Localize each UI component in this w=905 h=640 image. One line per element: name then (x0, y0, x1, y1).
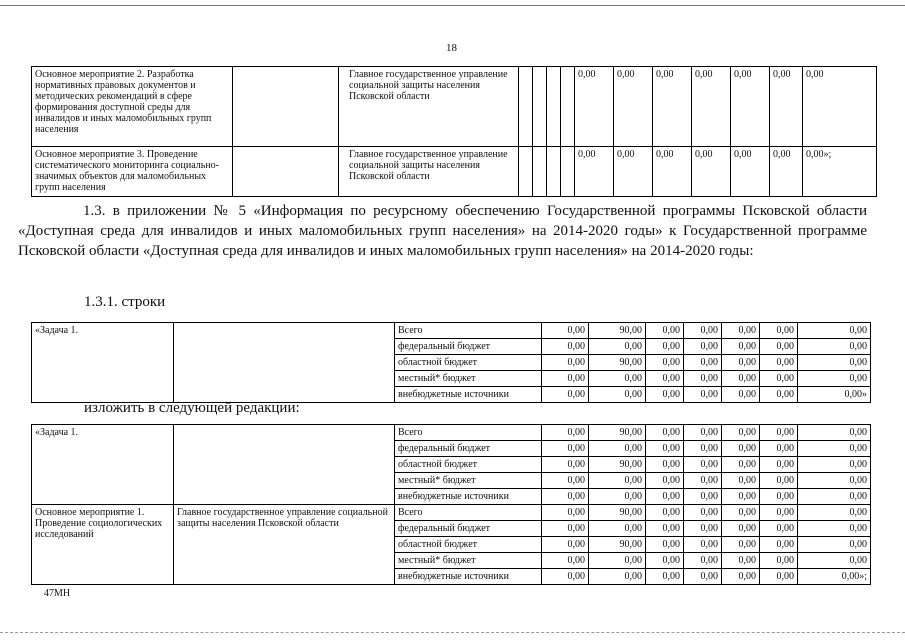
value-cell: 0,00 (542, 457, 589, 473)
value-cell: 0,00» (798, 387, 871, 403)
value-cell: 0,00 (684, 339, 722, 355)
value-cell: 0,00 (722, 553, 760, 569)
funding-source-cell: областной бюджет (395, 537, 542, 553)
value-cell: 0,00 (760, 553, 798, 569)
top-border-line (0, 5, 905, 6)
funding-source-cell: Всего (395, 425, 542, 441)
value-cell: 0,00 (614, 67, 653, 147)
task-cell: «Задача 1. (32, 323, 174, 403)
empty-cell (561, 147, 575, 197)
value-cell: 0,00 (589, 489, 646, 505)
value-cell: 90,00 (589, 355, 646, 371)
empty-cell (233, 147, 339, 197)
value-cell: 0,00 (646, 387, 684, 403)
value-cell: 0,00 (798, 441, 871, 457)
value-cell: 0,00 (589, 569, 646, 585)
value-cell: 0,00 (798, 371, 871, 387)
value-cell: 0,00 (722, 387, 760, 403)
value-cell: 0,00 (589, 339, 646, 355)
value-cell: 0,00 (646, 457, 684, 473)
value-cell: 0,00 (646, 489, 684, 505)
funding-source-cell: Всего (395, 323, 542, 339)
funding-source-cell: федеральный бюджет (395, 441, 542, 457)
value-cell: 0,00 (542, 473, 589, 489)
value-cell: 0,00 (589, 473, 646, 489)
value-cell: 0,00 (684, 569, 722, 585)
value-cell: 0,00 (803, 67, 877, 147)
empty-cell (533, 147, 547, 197)
value-cell: 0,00 (542, 521, 589, 537)
value-cell: 0,00 (646, 521, 684, 537)
value-cell: 0,00 (770, 67, 803, 147)
value-cell: 0,00 (542, 371, 589, 387)
value-cell: 0,00 (760, 489, 798, 505)
value-cell: 90,00 (589, 457, 646, 473)
funding-source-cell: областной бюджет (395, 457, 542, 473)
value-cell: 0,00 (722, 457, 760, 473)
value-cell: 0,00 (722, 473, 760, 489)
value-cell: 0,00 (684, 323, 722, 339)
value-cell: 0,00 (798, 537, 871, 553)
value-cell: 0,00 (731, 67, 770, 147)
value-cell: 0,00 (798, 489, 871, 505)
value-cell: 0,00 (653, 147, 692, 197)
value-cell: 0,00 (760, 537, 798, 553)
value-cell: 0,00 (646, 441, 684, 457)
resource-table-old (31, 322, 871, 403)
empty-cell (174, 323, 395, 403)
value-cell: 0,00 (760, 387, 798, 403)
value-cell: 0,00 (542, 441, 589, 457)
value-cell: 0,00 (646, 505, 684, 521)
table-row (32, 147, 877, 197)
executor-cell: Главное государственное управление социальной защиты населения Псковской области (339, 147, 519, 197)
value-cell: 0,00 (646, 355, 684, 371)
value-cell: 0,00 (798, 323, 871, 339)
value-cell: 0,00 (760, 569, 798, 585)
value-cell: 0,00 (722, 489, 760, 505)
value-cell: 0,00 (684, 537, 722, 553)
empty-cell (519, 67, 533, 147)
value-cell: 0,00 (722, 505, 760, 521)
value-cell: 0,00 (760, 323, 798, 339)
value-cell: 0,00 (542, 505, 589, 521)
value-cell: 0,00 (542, 537, 589, 553)
value-cell: 0,00 (722, 569, 760, 585)
value-cell: 0,00 (798, 355, 871, 371)
empty-cell (519, 147, 533, 197)
funding-source-cell: федеральный бюджет (395, 339, 542, 355)
funding-source-cell: Всего (395, 505, 542, 521)
value-cell: 0,00 (760, 441, 798, 457)
funding-source-cell: местный* бюджет (395, 473, 542, 489)
value-cell: 0,00 (722, 323, 760, 339)
value-cell: 0,00 (684, 371, 722, 387)
value-cell: 0,00 (542, 323, 589, 339)
executor-cell: Главное государственное управление социальной защиты населения Псковской области (339, 67, 519, 147)
table-row (32, 323, 871, 339)
replace-label: изложить в следующей редакции: (84, 400, 300, 416)
value-cell: 90,00 (589, 425, 646, 441)
value-cell: 0,00 (684, 553, 722, 569)
value-cell: 0,00 (798, 457, 871, 473)
value-cell: 0,00 (760, 355, 798, 371)
value-cell: 0,00 (646, 569, 684, 585)
value-cell: 0,00 (542, 355, 589, 371)
measures-table-top (31, 66, 877, 197)
measure-cell: Основное мероприятие 1. Проведение социологических исследований (32, 505, 174, 585)
subpoint-label: 1.3.1. строки (84, 294, 166, 310)
value-cell: 0,00 (798, 425, 871, 441)
value-cell: 0,00»; (803, 147, 877, 197)
value-cell: 0,00 (770, 147, 803, 197)
value-cell: 0,00 (722, 371, 760, 387)
funding-source-cell: местный* бюджет (395, 371, 542, 387)
value-cell: 0,00 (575, 147, 614, 197)
empty-cell (547, 67, 561, 147)
funding-source-cell: внебюджетные источники (395, 489, 542, 505)
value-cell: 0,00»; (798, 569, 871, 585)
value-cell: 0,00 (760, 505, 798, 521)
value-cell: 0,00 (798, 553, 871, 569)
value-cell: 0,00 (542, 569, 589, 585)
value-cell: 0,00 (646, 473, 684, 489)
measure-cell: Основное мероприятие 3. Проведение систематического мониторинга социально-значимых объектов для маломобильных групп населения (32, 147, 233, 197)
value-cell: 0,00 (722, 521, 760, 537)
value-cell: 0,00 (684, 355, 722, 371)
value-cell: 0,00 (760, 473, 798, 489)
value-cell: 0,00 (722, 425, 760, 441)
value-cell: 0,00 (684, 505, 722, 521)
value-cell: 0,00 (589, 371, 646, 387)
value-cell: 0,00 (798, 473, 871, 489)
page-number: 18 (446, 42, 457, 54)
value-cell: 0,00 (722, 441, 760, 457)
value-cell: 0,00 (731, 147, 770, 197)
resource-table-new (31, 424, 871, 585)
value-cell: 0,00 (684, 425, 722, 441)
bottom-border-line (0, 632, 905, 633)
value-cell: 0,00 (646, 339, 684, 355)
value-cell: 0,00 (542, 339, 589, 355)
funding-source-cell: местный* бюджет (395, 553, 542, 569)
value-cell: 0,00 (542, 489, 589, 505)
value-cell: 0,00 (542, 387, 589, 403)
value-cell: 0,00 (646, 553, 684, 569)
value-cell: 0,00 (589, 553, 646, 569)
value-cell: 0,00 (722, 355, 760, 371)
value-cell: 0,00 (646, 323, 684, 339)
document-code: 47МН (44, 588, 71, 599)
value-cell: 90,00 (589, 323, 646, 339)
value-cell: 0,00 (684, 457, 722, 473)
funding-source-cell: федеральный бюджет (395, 521, 542, 537)
measure-cell: Основное мероприятие 2. Разработка нормативных правовых документов и методических рекомендаций в сфере формирования доступной среды для инвалидов и иных маломобильных групп населения (32, 67, 233, 147)
value-cell: 0,00 (760, 521, 798, 537)
value-cell: 0,00 (575, 67, 614, 147)
funding-source-cell: областной бюджет (395, 355, 542, 371)
table-row (32, 67, 877, 147)
value-cell: 0,00 (798, 339, 871, 355)
value-cell: 0,00 (589, 387, 646, 403)
funding-source-cell: внебюджетные источники (395, 387, 542, 403)
empty-cell (533, 67, 547, 147)
value-cell: 0,00 (653, 67, 692, 147)
value-cell: 0,00 (684, 521, 722, 537)
value-cell: 0,00 (589, 521, 646, 537)
value-cell: 0,00 (684, 473, 722, 489)
amendment-paragraph: 1.3. в приложении № 5 «Информация по ресурсному обеспечению Государственной программы Псковской области «Доступная среда для инвалидов и иных маломобильных групп населения» на 2014-2020 годы» к Государственной программе Псковской области «Доступная среда для инвалидов и иных маломобильных групп населения» на 2014-2020 годы: (18, 203, 867, 259)
value-cell: 0,00 (798, 505, 871, 521)
value-cell: 0,00 (646, 537, 684, 553)
value-cell: 0,00 (614, 147, 653, 197)
value-cell: 0,00 (684, 387, 722, 403)
value-cell: 0,00 (692, 67, 731, 147)
funding-source-cell: внебюджетные источники (395, 569, 542, 585)
empty-cell (561, 67, 575, 147)
value-cell: 0,00 (760, 339, 798, 355)
value-cell: 0,00 (760, 457, 798, 473)
value-cell: 0,00 (760, 425, 798, 441)
value-cell: 0,00 (722, 537, 760, 553)
value-cell: 90,00 (589, 505, 646, 521)
empty-cell (174, 425, 395, 505)
table-row (32, 505, 871, 521)
empty-cell (547, 147, 561, 197)
value-cell: 0,00 (684, 489, 722, 505)
task-cell: «Задача 1. (32, 425, 174, 505)
empty-cell (233, 67, 339, 147)
value-cell: 90,00 (589, 537, 646, 553)
value-cell: 0,00 (760, 371, 798, 387)
value-cell: 0,00 (692, 147, 731, 197)
value-cell: 0,00 (646, 371, 684, 387)
value-cell: 0,00 (542, 425, 589, 441)
value-cell: 0,00 (684, 441, 722, 457)
value-cell: 0,00 (722, 339, 760, 355)
value-cell: 0,00 (646, 425, 684, 441)
value-cell: 0,00 (542, 553, 589, 569)
value-cell: 0,00 (798, 521, 871, 537)
executor-cell: Главное государственное управление социальной защиты населения Псковской области (174, 505, 395, 585)
value-cell: 0,00 (589, 441, 646, 457)
table-row (32, 425, 871, 441)
